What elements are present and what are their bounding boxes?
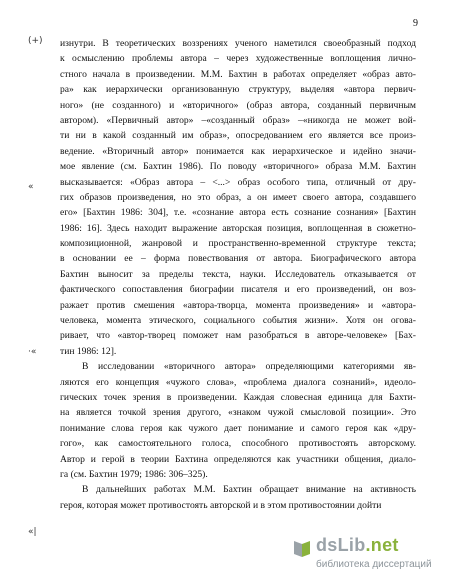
body-text bbox=[60, 36, 416, 513]
text-line: его» [Бахтин 1986: 304], т.е. «сознание автора есть сознание сознания» [Бахтин bbox=[60, 207, 416, 219]
text-line: на является точкой зрения другого, «знаком чужой смысловой позиции». Это bbox=[60, 407, 416, 419]
text-line: автором). «Первичный автор» –«созданный образ» –«никогда не может вой- bbox=[60, 114, 416, 126]
text-line: га (см. Бахтин 1979; 1986: 306–325). bbox=[60, 468, 208, 480]
margin-mark: ·« bbox=[28, 347, 37, 357]
text-line: мое явление (см. Бахтин 1986). По поводу «вторичного» образа М.М. Бахтин bbox=[60, 161, 416, 173]
text-line: ного» (не созданного) и «вторичного» (образ автора, созданный первичным bbox=[60, 99, 416, 111]
text-line: в основании ее – форма повествования от автора. Биографического автора bbox=[60, 253, 416, 265]
watermark-site-main: dsLib bbox=[316, 535, 366, 555]
text-line: понимание слова героя как чужого дает понимание и самого героя как «дру- bbox=[60, 422, 416, 434]
text-line: изнутри. В теоретических воззрениях ученого наметился своеобразный подход bbox=[60, 38, 416, 49]
watermark-subtitle: библиотека диссертаций bbox=[316, 559, 432, 570]
watermark-site bbox=[316, 535, 399, 556]
text-line: гого», как самостоятельного голоса, способного противостоять авторскому. bbox=[60, 438, 416, 450]
margin-mark: (+) bbox=[28, 36, 43, 46]
text-line: Автор и герой в теории Бахтина определяются как участники общения, диало- bbox=[60, 453, 416, 465]
text-line: композиционной, жанровой и пространственно-временной структуре текста; bbox=[60, 238, 416, 250]
text-line: ражает против смешения «автора-творца, момента произведения» и «автора- bbox=[60, 299, 416, 311]
text-line: человека, момента этического, социального события жизни». Хотя он огова- bbox=[60, 315, 416, 327]
book-logo-icon bbox=[292, 537, 312, 559]
text-line: к осмыслению проблемы автора – через художественные воплощения лично- bbox=[60, 53, 416, 65]
watermark bbox=[292, 535, 442, 575]
text-line: ляются его концепция «чужого слова», «проблема диалога сознаний», идеоло- bbox=[60, 376, 416, 388]
page-number: 9 bbox=[413, 18, 418, 29]
text-line: стного начала в произведении. М.М. Бахтин в работах определяет «образ авто- bbox=[60, 68, 416, 80]
text-line: гических точек зрения в произведении. Каждая словесная единица для Бахти- bbox=[60, 391, 416, 403]
margin-mark: « bbox=[28, 182, 34, 192]
text-line: В исследовании «вторичного автора» определяющими категориями яв- bbox=[82, 361, 416, 373]
text-line: ра» как иерархически организованную структуру, выделяя «автора первич- bbox=[60, 84, 416, 96]
text-line: ривает, что «автор-творец поможет нам разобраться в авторе-человеке» [Бах- bbox=[60, 330, 416, 342]
text-line: ведение. «Вторичный автор» понимается как иерархическое и идейно значи- bbox=[60, 145, 416, 157]
text-line: ти ни в какой созданный им образ», опосредованием его является все произ- bbox=[60, 130, 416, 142]
text-line: В дальнейших работах М.М. Бахтин обращает внимание на активность bbox=[82, 484, 416, 496]
text-line: фактического сопоставления биографии писателя и его произведений, он воз- bbox=[60, 284, 416, 296]
watermark-site-tld: .net bbox=[365, 535, 399, 555]
text-line: гих образов произведения, но это образ, а он имеет своего автора, создавшего bbox=[60, 191, 416, 203]
text-line: тин 1986: 12]. bbox=[60, 345, 117, 357]
text-line: высказывается: «Образ автора – <...> образ особого типа, отличный от дру- bbox=[60, 176, 416, 188]
text-line: героя, которая может противостоять авторской и в этом противостоянии дойти bbox=[60, 499, 382, 511]
text-line: 1986: 16]. Здесь находит выражение авторская позиция, воплощенная в сюжетно- bbox=[60, 222, 416, 234]
margin-mark: «| bbox=[28, 527, 37, 537]
text-line: Бахтин выносит за пределы текста, науки. Исследователь отказывается от bbox=[60, 268, 416, 280]
